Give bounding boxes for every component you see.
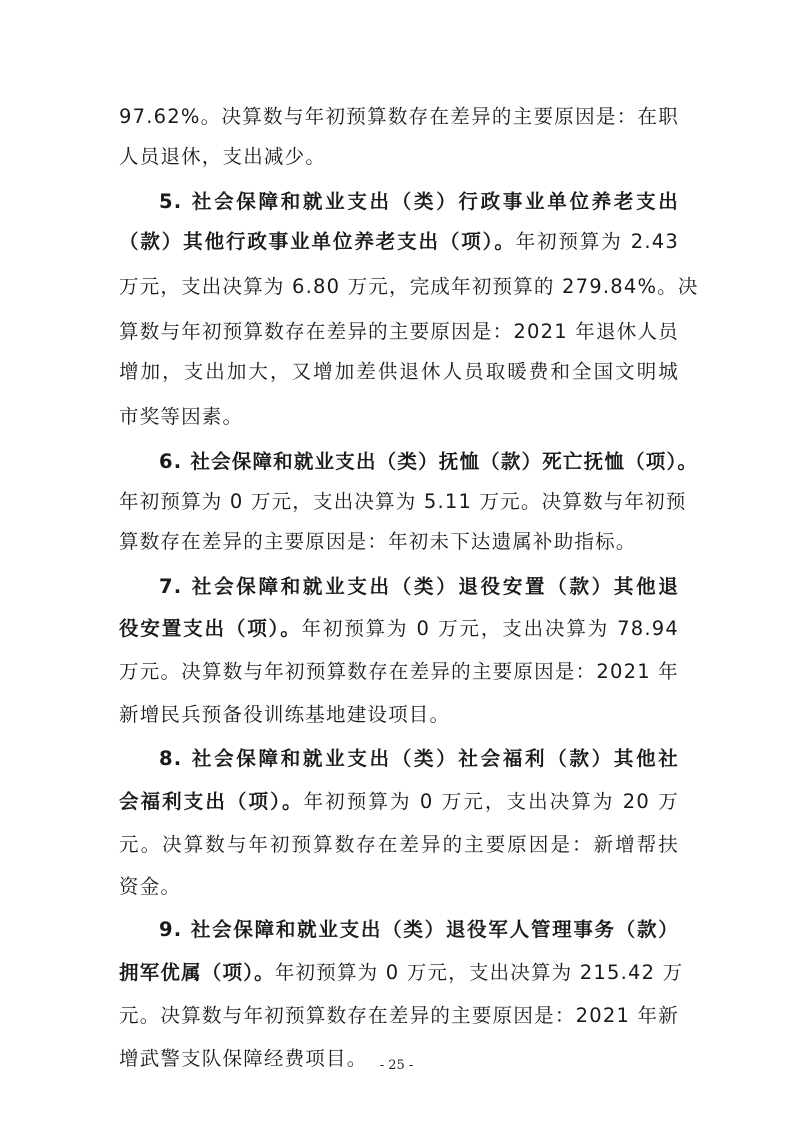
text-line: 年初预算为 0 万元，支出决算为 5.11 万元。决算数与年初预 [119,490,687,513]
text-line: 元。决算数与年初预算数存在差异的主要原因是：2021 年新 [119,1004,679,1027]
text-line: 万元，支出决算为 6.80 万元，完成年初预算的 279.84%。决 [119,275,699,298]
text-line: 元。决算数与年初预算数存在差异的主要原因是：新增帮扶 [119,833,679,856]
item-7-heading: 7. 社会保障和就业支出（类）退役安置（款）其他退 [159,575,679,598]
text-line: 万元。决算数与年初预算数存在差异的主要原因是：2021 年 [119,660,679,683]
text-line: （款）其他行政事业单位养老支出（项）。年初预算为 2.43 [119,230,679,253]
text-line: 算数存在差异的主要原因是：年初未下达遗属补助指标。 [119,530,637,553]
text-line: 增加，支出加大，又增加差供退休人员取暖费和全国文明城 [119,360,679,383]
item-9-heading: 9. 社会保障和就业支出（类）退役军人管理事务（款） [159,918,679,941]
text-line: 拥军优属（项）。年初预算为 0 万元，支出决算为 215.42 万 [119,961,684,984]
item-8-heading: 8. 社会保障和就业支出（类）社会福利（款）其他社 [159,747,679,770]
text-line: 97.62%。决算数与年初预算数存在差异的主要原因是：在职 [119,105,679,128]
item-5-heading: 5. 社会保障和就业支出（类）行政事业单位养老支出 [159,190,679,213]
text-line: 人员退休，支出减少。 [119,145,327,168]
text-line: 新增民兵预备役训练基地建设项目。 [119,703,451,726]
text-line: 市奖等因素。 [119,405,244,428]
text-line: 增武警支队保障经费项目。 [119,1047,368,1070]
text-line: 资金。 [119,875,182,898]
page-number: - 25 - [379,1058,414,1073]
item-6-heading: 6. 社会保障和就业支出（类）抚恤（款）死亡抚恤（项）。 [159,450,699,473]
text-line: 算数与年初预算数存在差异的主要原因是：2021 年退休人员 [119,320,679,343]
text-line: 役安置支出（项）。年初预算为 0 万元，支出决算为 78.94 [119,617,679,640]
text-line: 会福利支出（项）。年初预算为 0 万元，支出决算为 20 万 [119,790,679,813]
